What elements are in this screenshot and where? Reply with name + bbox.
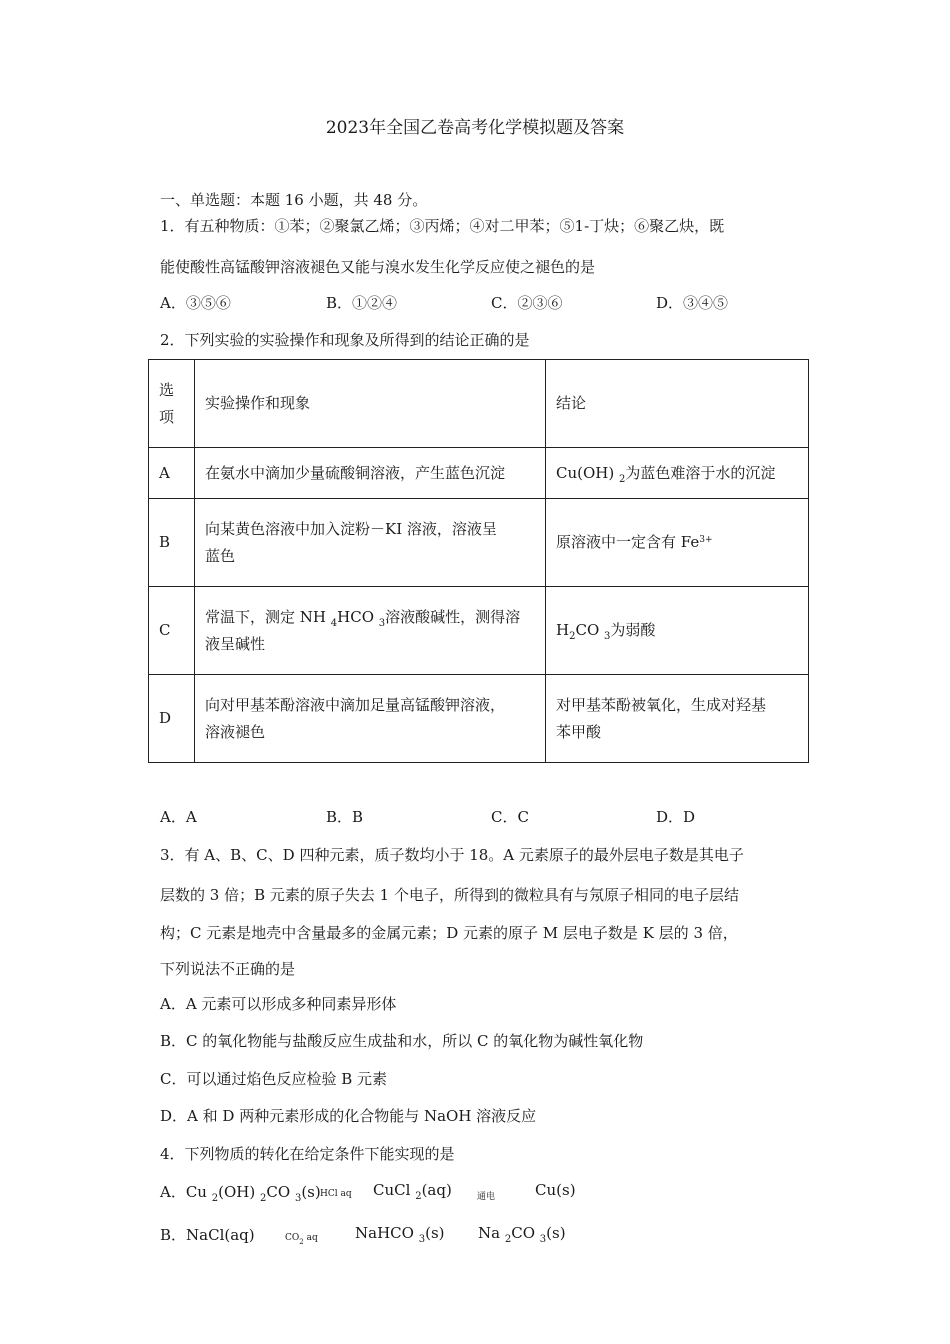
row-b-operation xyxy=(195,499,546,587)
q4b-product2 xyxy=(478,1224,566,1245)
row-c-op-pre: 常温下，测定 NH xyxy=(205,607,326,626)
row-a-option: A xyxy=(149,448,195,499)
q4a-condition2: 通电 xyxy=(477,1192,496,1202)
q4b-p1: NaHCO xyxy=(355,1224,414,1242)
q4b-p1b: (s) xyxy=(425,1224,445,1242)
q4-option-a xyxy=(160,1181,321,1202)
q4a-sub2: 2 xyxy=(260,1193,267,1204)
q3-stem-line3: 构；C 元素是地壳中含量最多的金属元素；D 元素的原子 M 层电子数是 K 层的 3 倍， xyxy=(160,924,738,942)
row-c-operation-line2: 液呈碱性 xyxy=(205,634,266,653)
q3-option-d: D．A 和 D 两种元素形成的化合物能与 NaOH 溶液反应 xyxy=(160,1107,537,1125)
q4-stem: 4．下列物质的转化在给定条件下能实现的是 xyxy=(160,1145,455,1163)
row-a-conclusion-formula: Cu(OH) xyxy=(556,463,615,482)
row-d-operation xyxy=(195,675,546,763)
q4a-condition1: HCl aq xyxy=(320,1189,352,1199)
q4b-p2b: CO xyxy=(511,1224,536,1242)
q4a-text3: (s) xyxy=(301,1183,321,1201)
table-row xyxy=(149,448,809,499)
header-option-line2: 项 xyxy=(159,407,175,426)
row-d-operation-line1: 向对甲基苯酚溶液中滴加足量高锰酸钾溶液， xyxy=(205,695,506,714)
row-c-op-mid: HCO xyxy=(337,607,374,626)
q4b-product1 xyxy=(355,1224,445,1245)
q4b-p2c: (s) xyxy=(546,1224,566,1242)
row-c-con-pre: H xyxy=(556,621,570,639)
q4b-cond-a: CO xyxy=(285,1233,300,1243)
section-heading: 一、单选题：本题 16 小题，共 48 分。 xyxy=(160,191,428,209)
row-c-con-post: 为弱酸 xyxy=(610,621,656,639)
q4a-label: A．Cu xyxy=(160,1183,207,1201)
q1-option-c: C．②③⑥ xyxy=(491,294,563,312)
q3-option-a: A．A 元素可以形成多种同素异形体 xyxy=(160,995,397,1013)
row-c-con-mid: CO xyxy=(575,621,600,639)
row-b-operation-line2: 蓝色 xyxy=(205,546,236,565)
q1-option-d: D．③④⑤ xyxy=(656,294,729,312)
q4b-p2: Na xyxy=(478,1224,501,1242)
q4a-text1: (OH) xyxy=(218,1183,256,1201)
q4a-sub1: 2 xyxy=(211,1193,219,1204)
q4b-sub2: 2 xyxy=(504,1234,512,1245)
q4a-p1b: (aq) xyxy=(421,1181,452,1199)
row-c-operation xyxy=(195,587,546,675)
page-title: 2023年全国乙卷高考化学模拟题及答案 xyxy=(325,118,625,138)
row-a-conclusion xyxy=(546,448,809,499)
q4b-sub1: 3 xyxy=(418,1234,426,1245)
q4-option-b: B．NaCl(aq) xyxy=(160,1226,255,1244)
q4a-product1 xyxy=(373,1181,452,1202)
row-c-option: C xyxy=(149,587,195,675)
row-c-con-sub1: 2 xyxy=(569,631,576,642)
row-c-operation-line1 xyxy=(205,604,535,631)
q2-option-d: D．D xyxy=(656,808,696,826)
q4b-cond-b: aq xyxy=(303,1233,318,1243)
q2-stem: 2．下列实验的实验操作和现象及所得到的结论正确的是 xyxy=(160,331,530,349)
row-c-con-sub2: 3 xyxy=(604,631,611,642)
q2-option-b: B．B xyxy=(326,808,364,826)
row-d-conclusion-line1: 对甲基苯酚被氧化，生成对羟基 xyxy=(556,695,767,714)
q4b-cond-sub: 2 xyxy=(299,1238,304,1246)
q1-stem-line1: 1．有五种物质：①苯；②聚氯乙烯；③丙烯；④对二甲苯；⑤1-丁炔；⑥聚乙炔，既 xyxy=(160,217,725,235)
row-b-operation-line1: 向某黄色溶液中加入淀粉－KI 溶液，溶液呈 xyxy=(205,519,497,538)
row-b-conclusion-text: 原溶液中一定含有 Fe xyxy=(556,533,700,551)
q2-option-c: C．C xyxy=(491,808,529,826)
row-a-operation: 在氨水中滴加少量硫酸铜溶液，产生蓝色沉淀 xyxy=(195,448,546,499)
q2-option-a: A．A xyxy=(160,808,197,826)
q4a-text2: CO xyxy=(266,1183,291,1201)
row-d-conclusion-line2: 苯甲酸 xyxy=(556,722,602,741)
q3-stem-line4: 下列说法不正确的是 xyxy=(160,960,296,978)
q3-stem-line2: 层数的 3 倍；B 元素的原子失去 1 个电子，所得到的微粒具有与氖原子相同的电子层结 xyxy=(160,886,739,904)
q1-option-a: A．③⑤⑥ xyxy=(160,294,231,312)
q4b-sub3: 3 xyxy=(539,1234,547,1245)
table-row xyxy=(149,499,809,587)
row-d-option: D xyxy=(149,675,195,763)
row-a-conclusion-text: 为蓝色难溶于水的沉淀 xyxy=(625,463,776,482)
row-b-option: B xyxy=(149,499,195,587)
row-c-op-post: 溶液酸碱性，测得溶 xyxy=(385,607,521,626)
q4a-sub4: 2 xyxy=(415,1191,422,1202)
table-row xyxy=(149,675,809,763)
q1-option-b: B．①②④ xyxy=(326,294,398,312)
row-b-conclusion-sup: 3+ xyxy=(699,535,713,545)
header-option-line1: 选 xyxy=(159,380,175,399)
header-operation-cell: 实验操作和现象 xyxy=(195,360,546,448)
q4a-product2: Cu(s) xyxy=(535,1181,576,1199)
row-c-op-sub1: 4 xyxy=(330,617,338,629)
q3-stem-line1: 3．有 A、B、C、D 四种元素，质子数均小于 18。A 元素原子的最外层电子数是其电子 xyxy=(160,846,744,864)
q1-stem-line2: 能使酸性高锰酸钾溶液褪色又能与溴水发生化学反应使之褪色的是 xyxy=(160,258,596,276)
q4a-sub3: 3 xyxy=(294,1193,302,1204)
q3-option-c: C．可以通过焰色反应检验 B 元素 xyxy=(160,1070,388,1088)
row-a-conclusion-sub: 2 xyxy=(619,473,626,485)
row-c-conclusion xyxy=(546,587,809,675)
q4b-condition1 xyxy=(285,1233,318,1246)
header-option-cell xyxy=(149,360,195,448)
row-d-operation-line2: 溶液褪色 xyxy=(205,722,266,741)
q4a-p1: CuCl xyxy=(373,1181,411,1199)
header-conclusion-cell: 结论 xyxy=(546,360,809,448)
row-d-conclusion xyxy=(546,675,809,763)
q2-table xyxy=(148,359,809,763)
q3-option-b: B．C 的氧化物能与盐酸反应生成盐和水，所以 C 的氧化物为碱性氧化物 xyxy=(160,1032,644,1050)
table-row xyxy=(149,587,809,675)
table-header-row xyxy=(149,360,809,448)
row-b-conclusion xyxy=(546,499,809,587)
row-c-op-sub2: 3 xyxy=(378,617,386,629)
